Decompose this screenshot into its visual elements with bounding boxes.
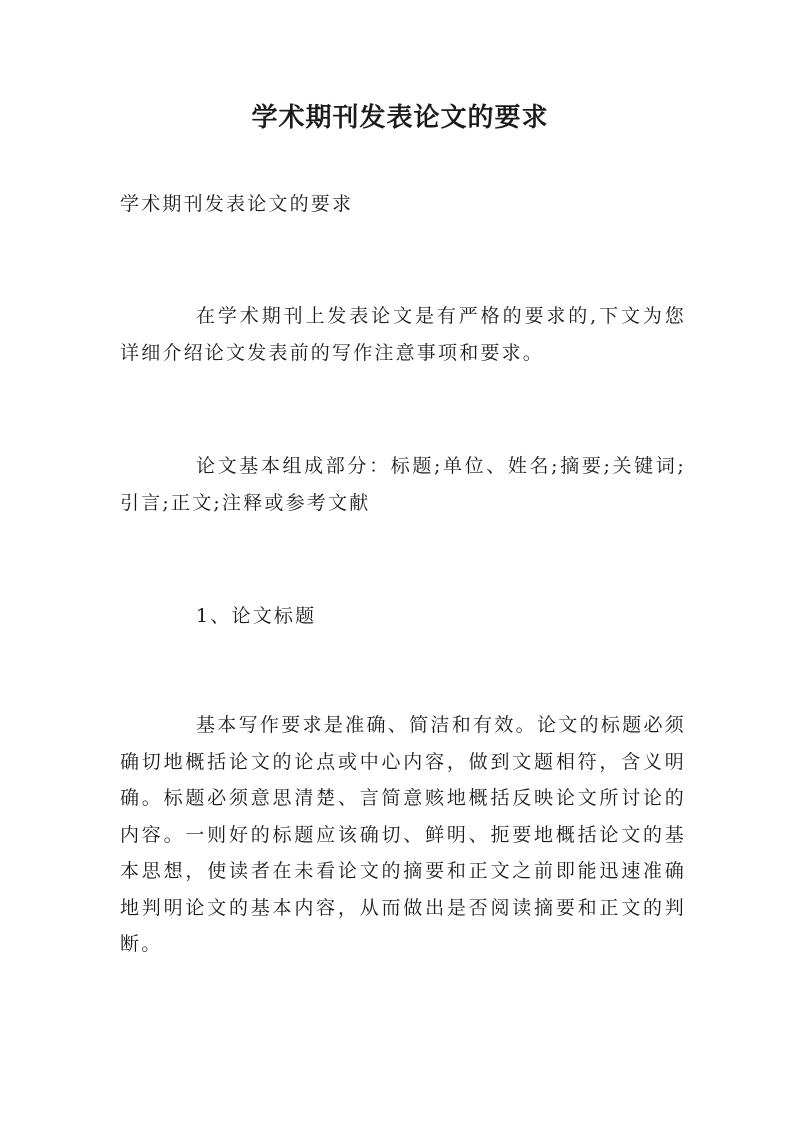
section-body-paragraph: 基本写作要求是准确、简洁和有效。论文的标题必须确切地概括论文的论点或中心内容，做到文题相符，含义明确。标题必须意思清楚、言简意赅地概括反映论文所讨论的内容。一则好的标题应该确切、鲜明、扼要地概括论文的基本思想，使读者在未看论文的摘要和正文之前即能迅速准确地判明论文的基本内容，从而做出是否阅读摘要和正文的判断。 xyxy=(120,714,686,955)
document-subtitle: 学术期刊发表论文的要求 xyxy=(120,193,354,215)
intro-paragraph: 在学术期刊上发表论文是有严格的要求的,下文为您详细介绍论文发表前的写作注意事项和要求。 xyxy=(120,305,686,364)
components-paragraph: 论文基本组成部分：标题;单位、姓名;摘要;关键词;引言;正文;注释或参考文献 xyxy=(120,455,686,514)
document-title: 学术期刊发表论文的要求 xyxy=(251,103,549,133)
section-heading: 1、论文标题 xyxy=(196,605,317,627)
